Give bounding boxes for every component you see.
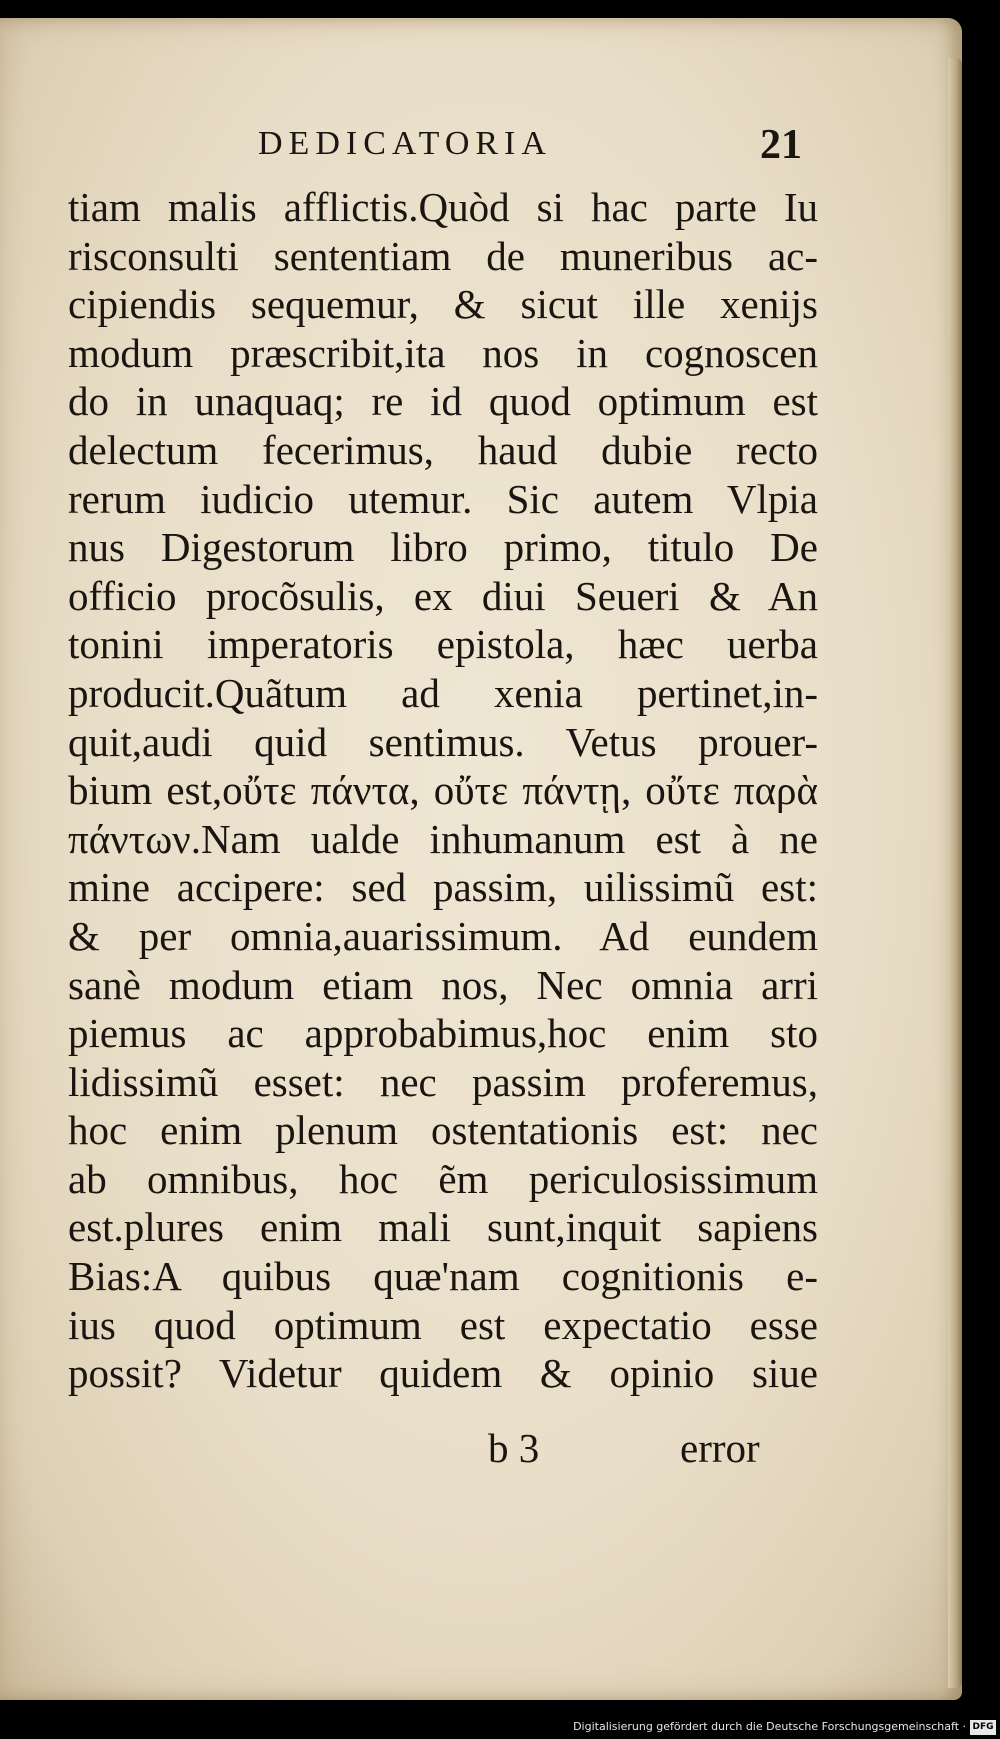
text-line: risconsulti sententiam de muneribus ac- [68, 232, 818, 279]
page-number: 21 [760, 122, 802, 168]
text-line: sanè modum etiam nos, Nec omnia arri [68, 961, 818, 1008]
signature-mark: b 3 [488, 1425, 540, 1471]
book-page [0, 18, 962, 1700]
text-line: delectum fecerimus, haud dubie recto [68, 426, 818, 473]
catchword: error [680, 1425, 760, 1471]
text-line: mine accipere: sed passim, uilissimũ est: [68, 864, 818, 911]
running-title: DEDICATORIA [258, 125, 552, 162]
text-line: nus Digestorum libro primo, titulo De [68, 524, 818, 571]
page-header [0, 113, 962, 173]
text-line: πάντων.Nam ualde inhumanum est à ne [68, 815, 818, 862]
text-line: piemus ac approbabimus,hoc enim sto [68, 1010, 818, 1057]
text-line: tonini imperatoris epistola, hæc uerba [68, 621, 818, 668]
text-line: & per omnia,auarissimum. Ad eundem [68, 912, 818, 959]
text-line: producit.Quãtum ad xenia pertinet,in- [68, 669, 818, 716]
text-line: lidissimũ esset: nec passim proferemus, [68, 1058, 818, 1105]
text-line: ius quod optimum est expectatio esse [68, 1301, 818, 1348]
text-line: Bias:A quibus quæ'nam cognitionis e- [68, 1253, 818, 1300]
text-line: modum præscribit,ita nos in cognoscen [68, 329, 818, 376]
text-line: ab omnibus, hoc ẽm periculosissimum [68, 1155, 818, 1202]
text-line: bium est,οὔτε πάντα, οὔτε πάντῃ, οὔτε παρὰ [68, 767, 818, 814]
text-line: officio procõsulis, ex diui Seueri & An [68, 572, 818, 619]
text-line: rerum iudicio utemur. Sic autem Vlpia [68, 475, 818, 522]
text-line: do in unaquaq; re id quod optimum est [68, 378, 818, 425]
catchline [0, 1424, 962, 1474]
body-text [68, 183, 818, 1398]
text-line: quit,audi quid sentimus. Vetus prouer- [68, 718, 818, 765]
funding-credit: Digitalisierung gefördert durch die Deutsche Forschungsgemeinschaft · [573, 1720, 966, 1733]
dfg-logo: DFG [970, 1720, 996, 1735]
digitization-footer [0, 1717, 1000, 1739]
text-line: hoc enim plenum ostentationis est: nec [68, 1107, 818, 1154]
text-line: possit? Videtur quidem & opinio siue [68, 1350, 818, 1397]
text-line: tiam malis afflictis.Quòd si hac parte Iu [68, 184, 818, 230]
text-line: cipiendis sequemur, & sicut ille xenijs [68, 281, 818, 328]
text-line: est.plures enim mali sunt,inquit sapiens [68, 1204, 818, 1251]
